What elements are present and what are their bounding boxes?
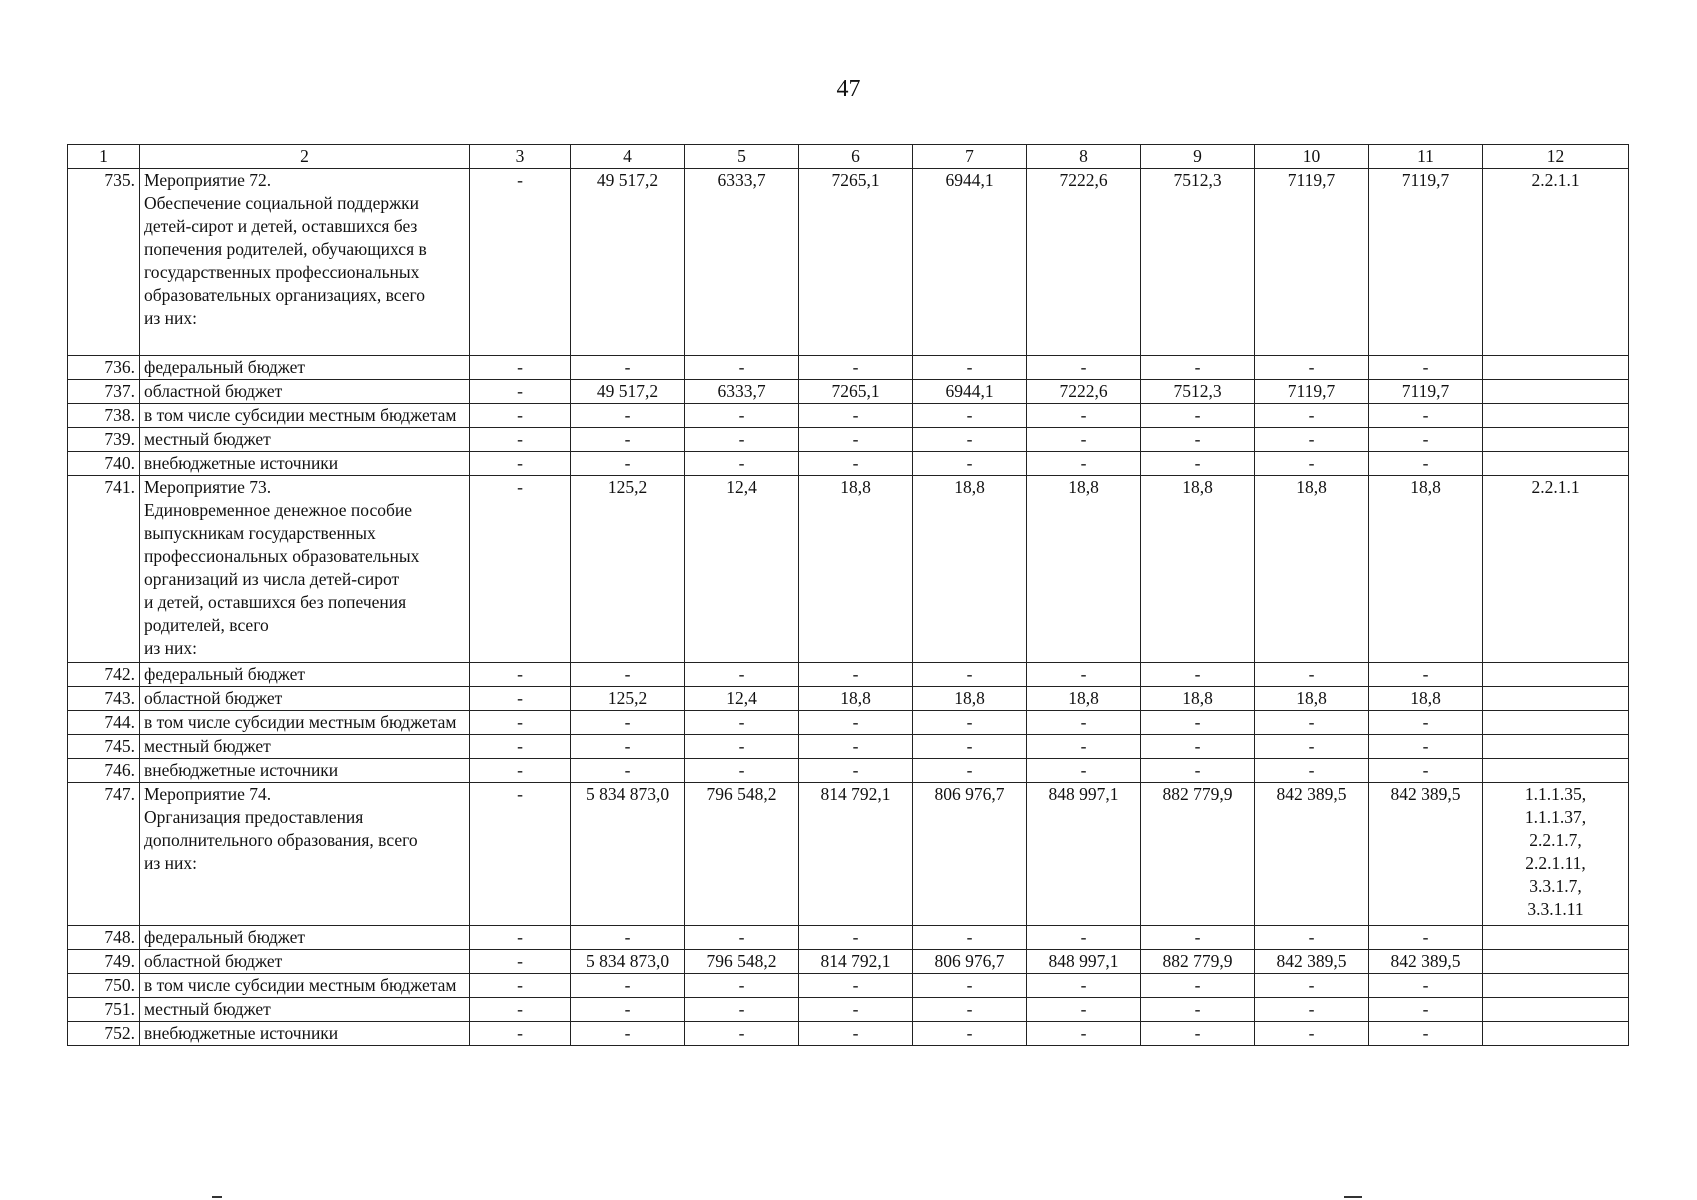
row-number: 746.: [68, 759, 140, 783]
row-description: областной бюджет: [140, 687, 470, 711]
value-cell: -: [571, 926, 685, 950]
value-cell: 842 389,5: [1255, 950, 1369, 974]
indicator-code: [1483, 663, 1629, 687]
row-description: местный бюджет: [140, 428, 470, 452]
value-cell: -: [685, 998, 799, 1022]
value-cell: 814 792,1: [799, 783, 913, 926]
value-cell: 882 779,9: [1141, 783, 1255, 926]
value-cell: -: [571, 452, 685, 476]
value-cell: 18,8: [1141, 687, 1255, 711]
table-row: [68, 380, 1629, 404]
value-cell: -: [799, 356, 913, 380]
header-cell: 9: [1141, 145, 1255, 169]
table-row: [68, 950, 1629, 974]
value-cell: -: [1141, 452, 1255, 476]
value-cell: -: [685, 711, 799, 735]
value-cell: 6944,1: [913, 169, 1027, 356]
row-description: местный бюджет: [140, 735, 470, 759]
header-cell: 4: [571, 145, 685, 169]
value-cell: -: [1141, 974, 1255, 998]
row-number: 743.: [68, 687, 140, 711]
value-cell: -: [571, 711, 685, 735]
value-cell: 7119,7: [1369, 169, 1483, 356]
budget-table: [67, 144, 1629, 1046]
table-row: [68, 1022, 1629, 1046]
value-cell: 842 389,5: [1369, 950, 1483, 974]
row-number: 739.: [68, 428, 140, 452]
indicator-code: [1483, 428, 1629, 452]
value-cell: -: [1141, 1022, 1255, 1046]
value-cell: 7265,1: [799, 380, 913, 404]
value-cell: -: [1369, 404, 1483, 428]
value-cell: 6333,7: [685, 380, 799, 404]
value-cell: 18,8: [1255, 476, 1369, 663]
table-row: [68, 783, 1629, 926]
header-cell: 2: [140, 145, 470, 169]
value-cell: -: [1369, 452, 1483, 476]
value-cell: -: [685, 404, 799, 428]
row-number: 750.: [68, 974, 140, 998]
value-cell: -: [1027, 663, 1141, 687]
value-cell: -: [470, 404, 571, 428]
value-cell: -: [571, 663, 685, 687]
value-cell: -: [913, 711, 1027, 735]
indicator-code: [1483, 759, 1629, 783]
value-cell: -: [470, 759, 571, 783]
value-cell: -: [913, 428, 1027, 452]
row-number: 745.: [68, 735, 140, 759]
value-cell: -: [470, 476, 571, 663]
table-row: [68, 974, 1629, 998]
table-row: [68, 759, 1629, 783]
value-cell: -: [1255, 452, 1369, 476]
value-cell: -: [685, 1022, 799, 1046]
value-cell: -: [685, 356, 799, 380]
value-cell: -: [913, 356, 1027, 380]
value-cell: -: [799, 998, 913, 1022]
value-cell: -: [1027, 356, 1141, 380]
header-cell: 3: [470, 145, 571, 169]
value-cell: 7265,1: [799, 169, 913, 356]
value-cell: -: [470, 428, 571, 452]
value-cell: -: [571, 356, 685, 380]
value-cell: -: [571, 735, 685, 759]
row-number: 747.: [68, 783, 140, 926]
value-cell: -: [1255, 663, 1369, 687]
value-cell: 125,2: [571, 687, 685, 711]
value-cell: -: [913, 1022, 1027, 1046]
value-cell: -: [799, 404, 913, 428]
indicator-code: [1483, 356, 1629, 380]
value-cell: -: [1369, 1022, 1483, 1046]
table-row: [68, 687, 1629, 711]
row-number: 744.: [68, 711, 140, 735]
value-cell: -: [1369, 356, 1483, 380]
table-row: [68, 452, 1629, 476]
value-cell: -: [1255, 1022, 1369, 1046]
value-cell: -: [685, 759, 799, 783]
value-cell: -: [1141, 428, 1255, 452]
value-cell: 6333,7: [685, 169, 799, 356]
value-cell: -: [1255, 926, 1369, 950]
header-cell: 10: [1255, 145, 1369, 169]
indicator-code: [1483, 974, 1629, 998]
row-description: областной бюджет: [140, 950, 470, 974]
value-cell: -: [470, 169, 571, 356]
value-cell: -: [685, 926, 799, 950]
value-cell: -: [1027, 452, 1141, 476]
value-cell: -: [685, 974, 799, 998]
value-cell: -: [1369, 974, 1483, 998]
indicator-code: 2.2.1.1: [1483, 169, 1629, 356]
indicator-code: [1483, 404, 1629, 428]
value-cell: -: [470, 998, 571, 1022]
value-cell: 18,8: [799, 687, 913, 711]
value-cell: -: [1255, 428, 1369, 452]
row-number: 738.: [68, 404, 140, 428]
row-description: местный бюджет: [140, 998, 470, 1022]
value-cell: 848 997,1: [1027, 783, 1141, 926]
value-cell: -: [1027, 735, 1141, 759]
row-number: 735.: [68, 169, 140, 356]
indicator-code: [1483, 1022, 1629, 1046]
value-cell: -: [571, 759, 685, 783]
value-cell: 5 834 873,0: [571, 950, 685, 974]
value-cell: -: [470, 687, 571, 711]
value-cell: 7512,3: [1141, 380, 1255, 404]
row-description: федеральный бюджет: [140, 663, 470, 687]
value-cell: -: [1027, 428, 1141, 452]
value-cell: -: [470, 783, 571, 926]
indicator-code: [1483, 950, 1629, 974]
indicator-code: [1483, 711, 1629, 735]
value-cell: -: [1369, 711, 1483, 735]
value-cell: -: [470, 974, 571, 998]
header-row: [68, 145, 1629, 169]
row-number: 748.: [68, 926, 140, 950]
value-cell: -: [685, 735, 799, 759]
value-cell: -: [1027, 974, 1141, 998]
value-cell: -: [470, 380, 571, 404]
value-cell: 842 389,5: [1369, 783, 1483, 926]
indicator-code: 2.2.1.1: [1483, 476, 1629, 663]
value-cell: -: [1027, 711, 1141, 735]
row-description: Мероприятие 72. Обеспечение социальной поддержки детей-сирот и детей, оставшихся без попечения родителей, обучающихся в государственных профессиональных образовательных организациях, всего из них:: [140, 169, 470, 356]
value-cell: -: [1027, 926, 1141, 950]
value-cell: -: [571, 428, 685, 452]
header-cell: 11: [1369, 145, 1483, 169]
value-cell: 18,8: [1255, 687, 1369, 711]
value-cell: -: [913, 974, 1027, 998]
indicator-code: 1.1.1.35, 1.1.1.37, 2.2.1.7, 2.2.1.11, 3.3.1.7, 3.3.1.11: [1483, 783, 1629, 926]
value-cell: 5 834 873,0: [571, 783, 685, 926]
row-number: 740.: [68, 452, 140, 476]
row-description: федеральный бюджет: [140, 926, 470, 950]
value-cell: -: [470, 663, 571, 687]
value-cell: -: [913, 926, 1027, 950]
value-cell: 7222,6: [1027, 169, 1141, 356]
value-cell: -: [1369, 926, 1483, 950]
indicator-code: [1483, 380, 1629, 404]
header-cell: 7: [913, 145, 1027, 169]
value-cell: -: [913, 759, 1027, 783]
value-cell: -: [1141, 404, 1255, 428]
row-number: 752.: [68, 1022, 140, 1046]
table-row: [68, 356, 1629, 380]
value-cell: -: [685, 428, 799, 452]
value-cell: -: [1141, 711, 1255, 735]
value-cell: -: [571, 998, 685, 1022]
row-description: в том числе субсидии местным бюджетам: [140, 974, 470, 998]
value-cell: 18,8: [913, 476, 1027, 663]
table-body: [68, 145, 1629, 1046]
scan-mark: [1344, 1196, 1362, 1198]
value-cell: -: [913, 735, 1027, 759]
value-cell: -: [1027, 998, 1141, 1022]
value-cell: -: [470, 735, 571, 759]
row-description: федеральный бюджет: [140, 356, 470, 380]
value-cell: 796 548,2: [685, 950, 799, 974]
row-description: внебюджетные источники: [140, 759, 470, 783]
value-cell: 18,8: [799, 476, 913, 663]
value-cell: -: [1369, 759, 1483, 783]
value-cell: 18,8: [1027, 687, 1141, 711]
row-description: Мероприятие 73. Единовременное денежное пособие выпускникам государственных профессиональных образовательных организаций из числа детей-сирот и детей, оставшихся без попечения родителей, всего из них:: [140, 476, 470, 663]
value-cell: -: [913, 404, 1027, 428]
table-row: [68, 476, 1629, 663]
value-cell: -: [470, 950, 571, 974]
value-cell: -: [799, 1022, 913, 1046]
value-cell: 7512,3: [1141, 169, 1255, 356]
header-cell: 12: [1483, 145, 1629, 169]
value-cell: -: [799, 452, 913, 476]
value-cell: -: [685, 663, 799, 687]
table-row: [68, 735, 1629, 759]
value-cell: -: [1141, 759, 1255, 783]
value-cell: -: [913, 663, 1027, 687]
indicator-code: [1483, 687, 1629, 711]
value-cell: 18,8: [913, 687, 1027, 711]
row-number: 742.: [68, 663, 140, 687]
row-description: в том числе субсидии местным бюджетам: [140, 711, 470, 735]
row-description: областной бюджет: [140, 380, 470, 404]
value-cell: 848 997,1: [1027, 950, 1141, 974]
value-cell: -: [799, 711, 913, 735]
table-row: [68, 926, 1629, 950]
value-cell: -: [571, 404, 685, 428]
value-cell: 6944,1: [913, 380, 1027, 404]
row-description: Мероприятие 74. Организация предоставления дополнительного образования, всего из них:: [140, 783, 470, 926]
value-cell: 7119,7: [1369, 380, 1483, 404]
header-cell: 1: [68, 145, 140, 169]
indicator-code: [1483, 735, 1629, 759]
value-cell: -: [1141, 663, 1255, 687]
scan-mark: [212, 1196, 222, 1198]
value-cell: 125,2: [571, 476, 685, 663]
row-number: 741.: [68, 476, 140, 663]
value-cell: 796 548,2: [685, 783, 799, 926]
value-cell: 18,8: [1027, 476, 1141, 663]
value-cell: -: [913, 452, 1027, 476]
row-number: 749.: [68, 950, 140, 974]
value-cell: -: [1141, 926, 1255, 950]
value-cell: 7119,7: [1255, 169, 1369, 356]
value-cell: -: [1255, 735, 1369, 759]
value-cell: 18,8: [1369, 687, 1483, 711]
table-row: [68, 663, 1629, 687]
value-cell: 814 792,1: [799, 950, 913, 974]
value-cell: -: [1255, 974, 1369, 998]
value-cell: 49 517,2: [571, 169, 685, 356]
value-cell: -: [799, 974, 913, 998]
row-description: внебюджетные источники: [140, 1022, 470, 1046]
value-cell: -: [1369, 735, 1483, 759]
value-cell: -: [1255, 356, 1369, 380]
row-description: внебюджетные источники: [140, 452, 470, 476]
row-description: в том числе субсидии местным бюджетам: [140, 404, 470, 428]
row-number: 737.: [68, 380, 140, 404]
value-cell: -: [799, 759, 913, 783]
value-cell: -: [1141, 735, 1255, 759]
indicator-code: [1483, 998, 1629, 1022]
header-cell: 8: [1027, 145, 1141, 169]
value-cell: 7222,6: [1027, 380, 1141, 404]
value-cell: -: [1027, 759, 1141, 783]
table-row: [68, 711, 1629, 735]
row-number: 736.: [68, 356, 140, 380]
value-cell: -: [799, 735, 913, 759]
value-cell: -: [1141, 356, 1255, 380]
value-cell: -: [913, 998, 1027, 1022]
row-number: 751.: [68, 998, 140, 1022]
header-cell: 6: [799, 145, 913, 169]
value-cell: 842 389,5: [1255, 783, 1369, 926]
value-cell: -: [799, 663, 913, 687]
page-number: 47: [836, 76, 861, 102]
table-row: [68, 998, 1629, 1022]
value-cell: -: [470, 926, 571, 950]
indicator-code: [1483, 926, 1629, 950]
value-cell: -: [1255, 998, 1369, 1022]
value-cell: -: [470, 711, 571, 735]
table-row: [68, 169, 1629, 356]
value-cell: -: [1027, 1022, 1141, 1046]
value-cell: -: [470, 1022, 571, 1046]
value-cell: -: [1369, 998, 1483, 1022]
value-cell: 49 517,2: [571, 380, 685, 404]
value-cell: 806 976,7: [913, 783, 1027, 926]
value-cell: 12,4: [685, 476, 799, 663]
value-cell: -: [470, 356, 571, 380]
value-cell: -: [1255, 404, 1369, 428]
value-cell: 882 779,9: [1141, 950, 1255, 974]
value-cell: -: [1141, 998, 1255, 1022]
table-row: [68, 404, 1629, 428]
value-cell: 7119,7: [1255, 380, 1369, 404]
value-cell: -: [571, 1022, 685, 1046]
value-cell: 12,4: [685, 687, 799, 711]
value-cell: -: [1027, 404, 1141, 428]
value-cell: 18,8: [1141, 476, 1255, 663]
value-cell: 18,8: [1369, 476, 1483, 663]
table-row: [68, 428, 1629, 452]
value-cell: -: [799, 428, 913, 452]
header-cell: 5: [685, 145, 799, 169]
indicator-code: [1483, 452, 1629, 476]
value-cell: 806 976,7: [913, 950, 1027, 974]
value-cell: -: [470, 452, 571, 476]
value-cell: -: [1255, 711, 1369, 735]
value-cell: -: [799, 926, 913, 950]
value-cell: -: [1369, 428, 1483, 452]
value-cell: -: [571, 974, 685, 998]
value-cell: -: [1255, 759, 1369, 783]
value-cell: -: [1369, 663, 1483, 687]
value-cell: -: [685, 452, 799, 476]
